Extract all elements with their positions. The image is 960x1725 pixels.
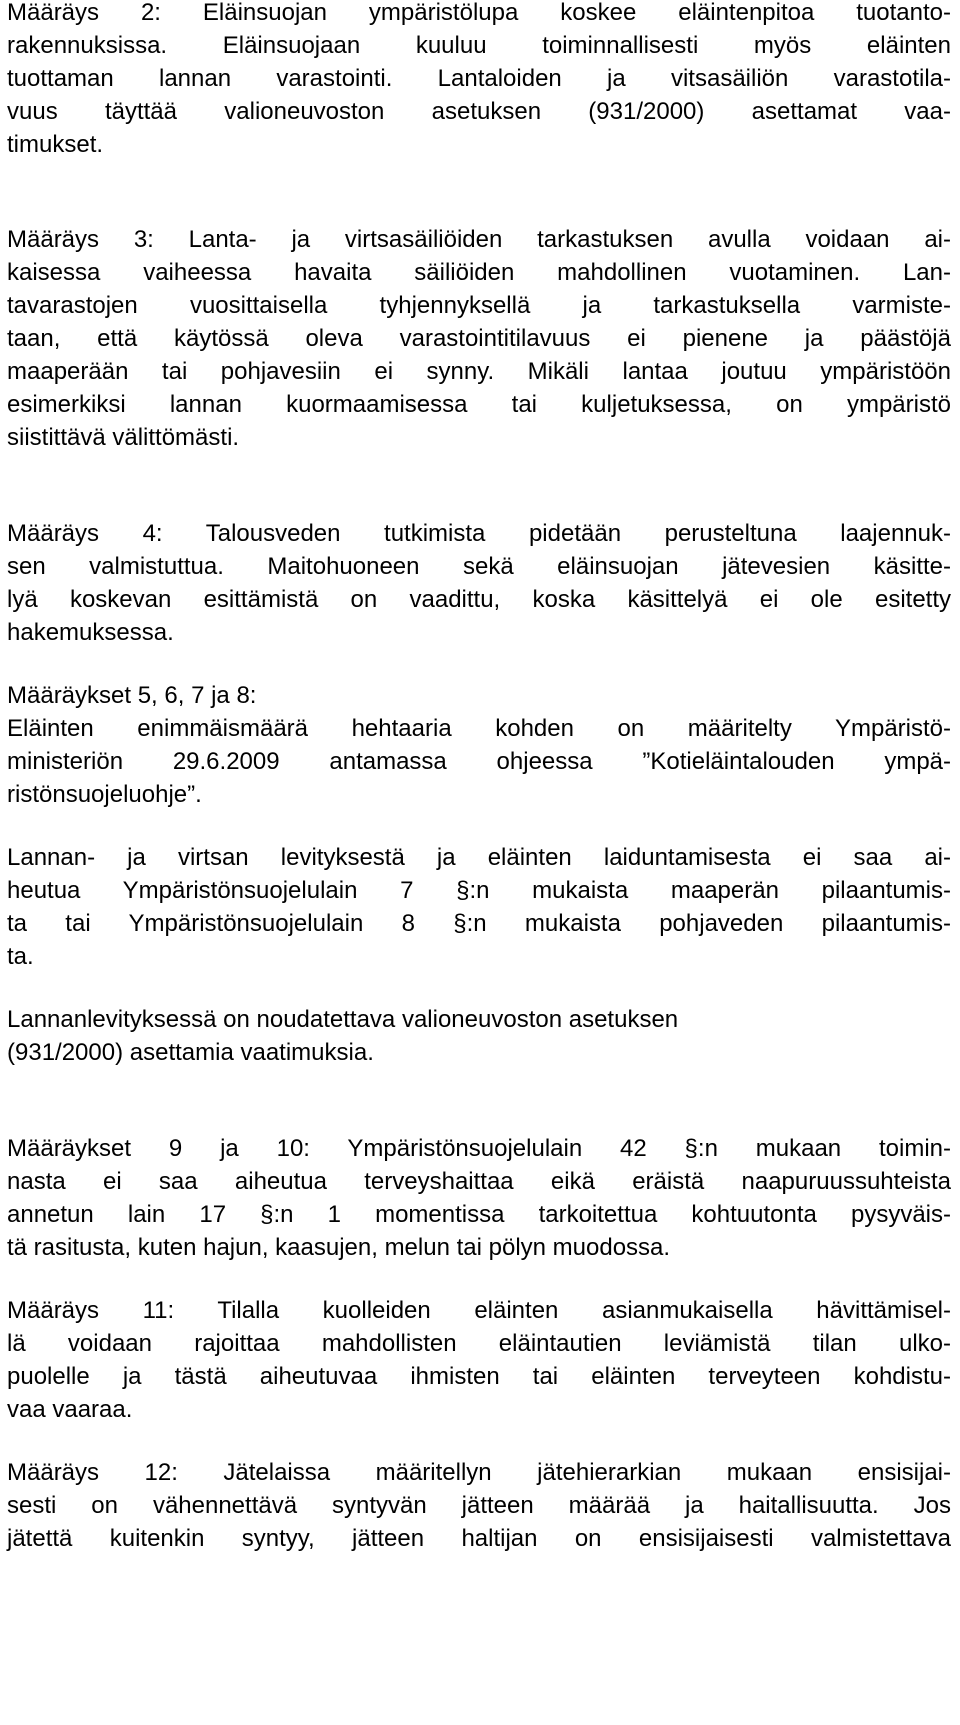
text-line: Määräys 2: Eläinsuojan ympäristölupa koskee eläintenpitoa tuotanto- <box>7 0 951 26</box>
text-line: tavarastojen vuosittaisella tyhjennyksellä ja tarkastuksella varmiste- <box>7 292 951 319</box>
text-line: lyä koskevan esittämistä on vaadittu, koska käsittelyä ei ole esitetty <box>7 586 951 613</box>
text-line: puolelle ja tästä aiheutuvaa ihmisten tai eläinten terveyteen kohdistu- <box>7 1363 951 1390</box>
text-line: Eläinten enimmäismäärä hehtaaria kohden on määritelty Ympäristö- <box>7 715 951 742</box>
text-line: ministeriön 29.6.2009 antamassa ohjeessa ”Kotieläintalouden ympä- <box>7 748 951 775</box>
text-line: jätettä kuitenkin syntyy, jätteen haltijan on ensisijaisesti valmistettava <box>7 1525 951 1552</box>
text-line: vaa vaaraa. <box>7 1396 133 1423</box>
text-line: tuottaman lannan varastointi. Lantaloiden ja vitsasäiliön varastotila- <box>7 65 951 92</box>
text-line: (931/2000) asettamia vaatimuksia. <box>7 1039 374 1066</box>
text-line: Määräys 4: Talousveden tutkimista pidetään perusteltuna laajennuk- <box>7 520 951 547</box>
text-line: nasta ei saa aiheutua terveyshaittaa eikä eräistä naapuruussuhteista <box>7 1168 951 1195</box>
text-line: sesti on vähennettävä syntyvän jätteen määrää ja haitallisuutta. Jos <box>7 1492 951 1519</box>
text-line: maaperään tai pohjavesiin ei synny. Mikäli lantaa joutuu ympäristöön <box>7 358 951 385</box>
text-line: Määräykset 5, 6, 7 ja 8: <box>7 682 257 709</box>
text-line: rakennuksissa. Eläinsuojaan kuuluu toiminnallisesti myös eläinten <box>7 32 951 59</box>
text-line: timukset. <box>7 131 104 158</box>
text-line: siistittävä välittömästi. <box>7 424 240 451</box>
text-line: heutua Ympäristönsuojelulain 7 §:n mukaista maaperän pilaantumis- <box>7 877 951 904</box>
text-line: taan, että käytössä oleva varastointitilavuus ei pienene ja päästöjä <box>7 325 951 352</box>
text-line: ta tai Ympäristönsuojelulain 8 §:n mukaista pohjaveden pilaantumis- <box>7 910 951 937</box>
text-line: tä rasitusta, kuten hajun, kaasujen, melun tai pölyn muodossa. <box>7 1234 671 1261</box>
text-line: lä voidaan rajoittaa mahdollisten eläintautien leviämistä tilan ulko- <box>7 1330 951 1357</box>
text-line: ristönsuojeluohje”. <box>7 781 202 808</box>
text-line: Määräys 3: Lanta- ja virtsasäiliöiden tarkastuksen avulla voidaan ai- <box>7 226 951 253</box>
text-line: Määräykset 9 ja 10: Ympäristönsuojelulain 42 §:n mukaan toimin- <box>7 1135 951 1162</box>
text-line: Määräys 12: Jätelaissa määritellyn jätehierarkian mukaan ensisijai- <box>7 1459 951 1486</box>
text-line: sen valmistuttua. Maitohuoneen sekä eläinsuojan jätevesien käsitte- <box>7 553 951 580</box>
text-line: annetun lain 17 §:n 1 momentissa tarkoitettua kohtuutonta pysyväis- <box>7 1201 951 1228</box>
text-line: esimerkiksi lannan kuormaamisessa tai kuljetuksessa, on ympäristö <box>7 391 951 418</box>
text-line: Lannan- ja virtsan levityksestä ja eläinten laiduntamisesta ei saa ai- <box>7 844 951 871</box>
text-line: ta. <box>7 943 34 970</box>
text-line: hakemuksessa. <box>7 619 174 646</box>
text-line: vuus täyttää valioneuvoston asetuksen (931/2000) asettamat vaa- <box>7 98 951 125</box>
text-line: Lannanlevityksessä on noudatettava valioneuvoston asetuksen <box>7 1006 679 1033</box>
text-line: Määräys 11: Tilalla kuolleiden eläinten asianmukaisella hävittämisel- <box>7 1297 951 1324</box>
text-line: kaisessa vaiheessa havaita säiliöiden mahdollinen vuotaminen. Lan- <box>7 259 951 286</box>
